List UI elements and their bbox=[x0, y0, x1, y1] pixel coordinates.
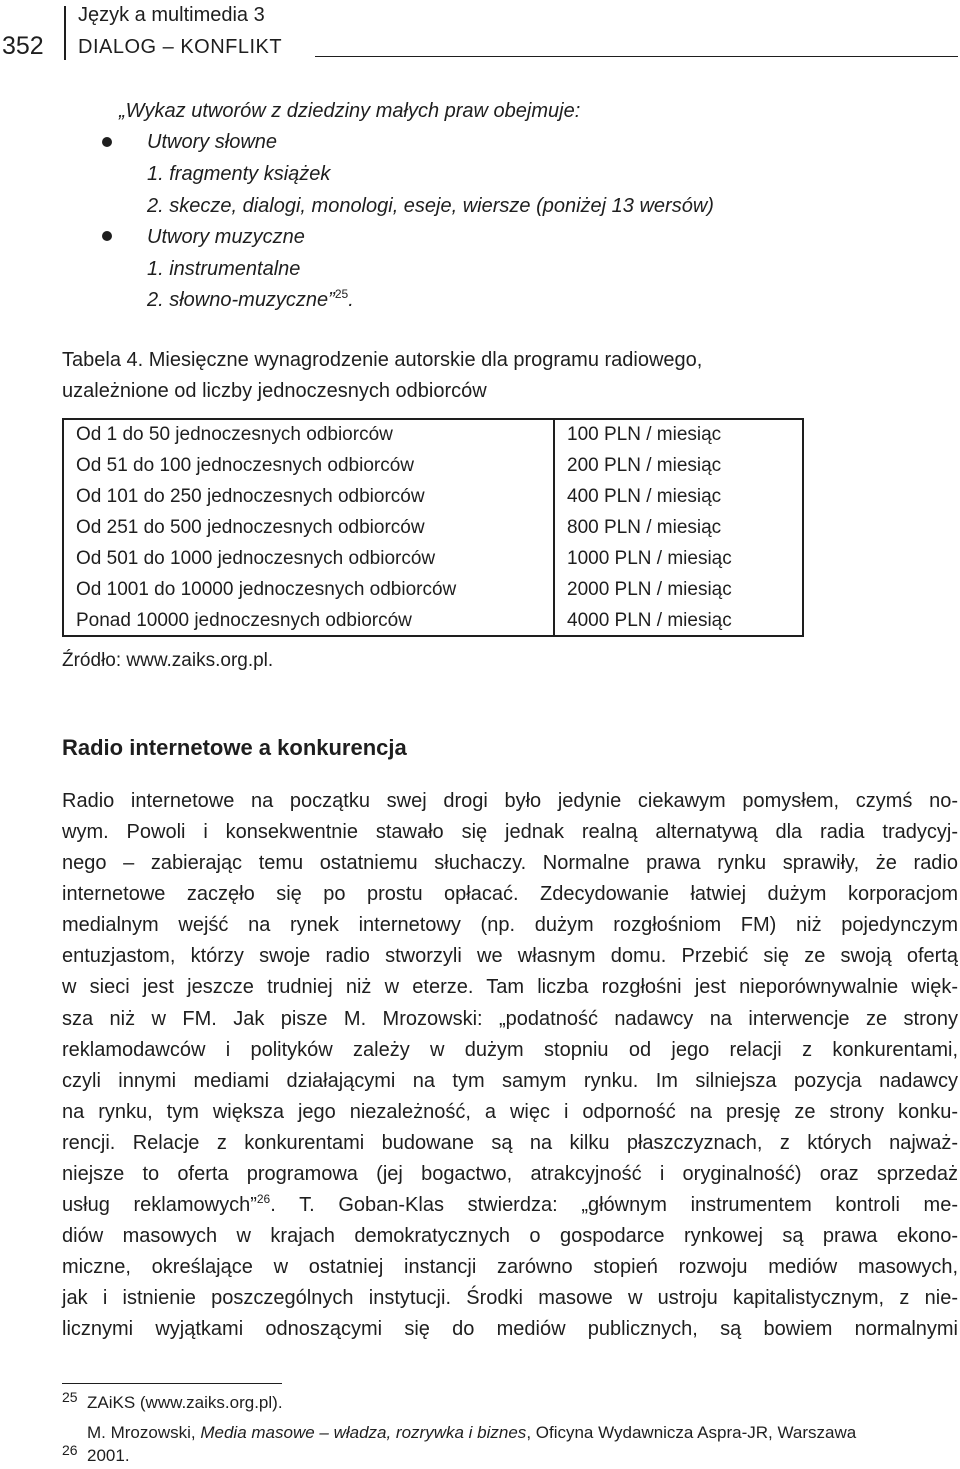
header-divider bbox=[64, 6, 66, 60]
paragraph-line: jak i istnienie poszczególnych instytucji. Środki masowe w ustroju kapitalistycznym, z nie- bbox=[62, 1287, 958, 1309]
page-number: 352 bbox=[2, 32, 44, 60]
table-cell-fee: 1000 PLN / miesiąc bbox=[567, 548, 732, 569]
paragraph-line: niejsze to oferta programowa (jej bogactwo, atrakcyjność i oryginalność) oraz sprzedaż bbox=[62, 1163, 958, 1185]
paragraph-line: internetowe zaczęło się po prostu opłacać. Zdecydowanie łatwiej dużym korporacjom bbox=[62, 883, 958, 905]
paragraph-line: diów masowych w krajach demokratycznych o gospodarce rynkowej są prawa ekono- bbox=[62, 1225, 958, 1247]
paragraph-line: medialnym wejść na rynek internetowy (np. dużym rozgłośniom FM) niż pojedynczym bbox=[62, 914, 958, 936]
end-punct: . bbox=[348, 289, 354, 311]
table-cell-fee: 200 PLN / miesiąc bbox=[567, 455, 722, 476]
footnote-ref[interactable]: 26 bbox=[256, 1192, 271, 1206]
paragraph-line: Radio internetowe na początku swej drogi było jedynie ciekawym pomysłem, czymś no- bbox=[62, 790, 958, 812]
paragraph-line: wym. Powoli i konsekwentnie stawało się jednak realną alternatywą dla radia tradycyj- bbox=[62, 821, 958, 843]
list-item: 1. instrumentalne bbox=[147, 258, 301, 280]
table-column-divider bbox=[553, 418, 555, 637]
paragraph-line: entuzjastom, którzy swoje radio stworzyli we własnym domu. Przebić się ze swoją ofertą bbox=[62, 945, 958, 967]
table-source: Źródło: www.zaiks.org.pl. bbox=[62, 650, 274, 671]
bullet-icon bbox=[102, 231, 112, 241]
list-item-text: 2. słowno-muzyczne” bbox=[147, 289, 335, 311]
paragraph-line: reklamodawców i polityków zależy w dużym stopniu od jego relacji z konkurentami, bbox=[62, 1039, 958, 1061]
footnote-year: 2001. bbox=[87, 1446, 130, 1465]
table-cell-range: Od 101 do 250 jednoczesnych odbiorców bbox=[76, 486, 425, 507]
paragraph-line: licznymi wyjątkami odnoszącymi się do mediów publicznych, są bowiem normalnymi bbox=[62, 1318, 958, 1340]
table-cell-fee: 800 PLN / miesiąc bbox=[567, 517, 722, 538]
paragraph-line: czyli innymi mediami działającymi na tym samym rynku. Im silniejsza pozycja nadawcy bbox=[62, 1070, 958, 1092]
paragraph-line: miczne, określające w ostatniej instancji zarówno stopień rozwoju mediów masowych, bbox=[62, 1256, 958, 1278]
list-group-title: Utwory muzyczne bbox=[147, 226, 305, 248]
paragraph-text: . T. Goban-Klas stwierdza: „głównym instrumentem kontroli me- bbox=[270, 1194, 959, 1216]
paragraph-line: sza niż w FM. Jak pisze M. Mrozowski: „podatność nadawcy na interwencje ze strony bbox=[62, 1008, 958, 1030]
list-group-title: Utwory słowne bbox=[147, 131, 278, 153]
paragraph-line: rencji. Relacje z konkurentami budowane są na kilku płaszczyznach, z których najważ- bbox=[62, 1132, 958, 1154]
header-rule bbox=[315, 56, 958, 57]
footnote-publisher: , Oficyna Wydawnicza Aspra-JR, Warszawa bbox=[526, 1423, 857, 1442]
footnote-text: ZAiKS (www.zaiks.org.pl). bbox=[87, 1393, 283, 1412]
section-title: Radio internetowe a konkurencja bbox=[62, 735, 407, 760]
table-cell-range: Od 251 do 500 jednoczesnych odbiorców bbox=[76, 517, 425, 538]
table-cell-fee: 2000 PLN / miesiąc bbox=[567, 579, 732, 600]
table-cell-range: Od 501 do 1000 jednoczesnych odbiorców bbox=[76, 548, 436, 569]
paragraph-line-with-ref bbox=[62, 1190, 958, 1221]
table-cell-fee: 400 PLN / miesiąc bbox=[567, 486, 722, 507]
footnote-number: 25 bbox=[62, 1389, 78, 1405]
table-cell-range: Od 51 do 100 jednoczesnych odbiorców bbox=[76, 455, 415, 476]
table-cell-range: Ponad 10000 jednoczesnych odbiorców bbox=[76, 610, 412, 631]
table-caption-line: uzależnione od liczby jednoczesnych odbiorców bbox=[62, 380, 487, 402]
paragraph-line: na rynku, tym większa jego niezależność, a więc i odporność na presję ze strony konku- bbox=[62, 1101, 958, 1123]
table-cell-fee: 100 PLN / miesiąc bbox=[567, 424, 722, 445]
footnote-book-title: Media masowe – władza, rozrywka i biznes bbox=[200, 1423, 527, 1442]
list-item-last bbox=[147, 287, 354, 313]
footnote-rule bbox=[62, 1383, 282, 1384]
footnote-number: 26 bbox=[62, 1442, 78, 1458]
paragraph-text: usług reklamowych” bbox=[62, 1194, 257, 1216]
bullet-icon bbox=[102, 137, 112, 147]
footnote-ref[interactable]: 25 bbox=[334, 287, 349, 301]
list-item: 1. fragmenty książek bbox=[147, 163, 331, 185]
paragraph-line: nego – zabierając temu ostatniemu słuchaczy. Normalne prawa rynku sprawiły, że radio bbox=[62, 852, 958, 874]
table-cell-range: Od 1001 do 10000 jednoczesnych odbiorców bbox=[76, 579, 457, 600]
paragraph-line: w sieci jest jeszcze trudniej niż w eterze. Tam liczba rozgłośni jest nieporównywalnie więk- bbox=[62, 976, 958, 998]
quote-lead: „Wykaz utworów z dziedziny małych praw obejmuje: bbox=[119, 100, 581, 122]
table-caption-line: Tabela 4. Miesięczne wynagrodzenie autorskie dla programu radiowego, bbox=[62, 349, 703, 371]
part-title: DIALOG – KONFLIKT bbox=[78, 36, 283, 58]
table-cell-fee: 4000 PLN / miesiąc bbox=[567, 610, 732, 631]
book-title: Język a multimedia 3 bbox=[78, 4, 265, 26]
table-cell-range: Od 1 do 50 jednoczesnych odbiorców bbox=[76, 424, 393, 445]
footnote-author: M. Mrozowski, bbox=[87, 1423, 201, 1442]
list-item: 2. skecze, dialogi, monologi, eseje, wiersze (poniżej 13 wersów) bbox=[147, 195, 714, 217]
